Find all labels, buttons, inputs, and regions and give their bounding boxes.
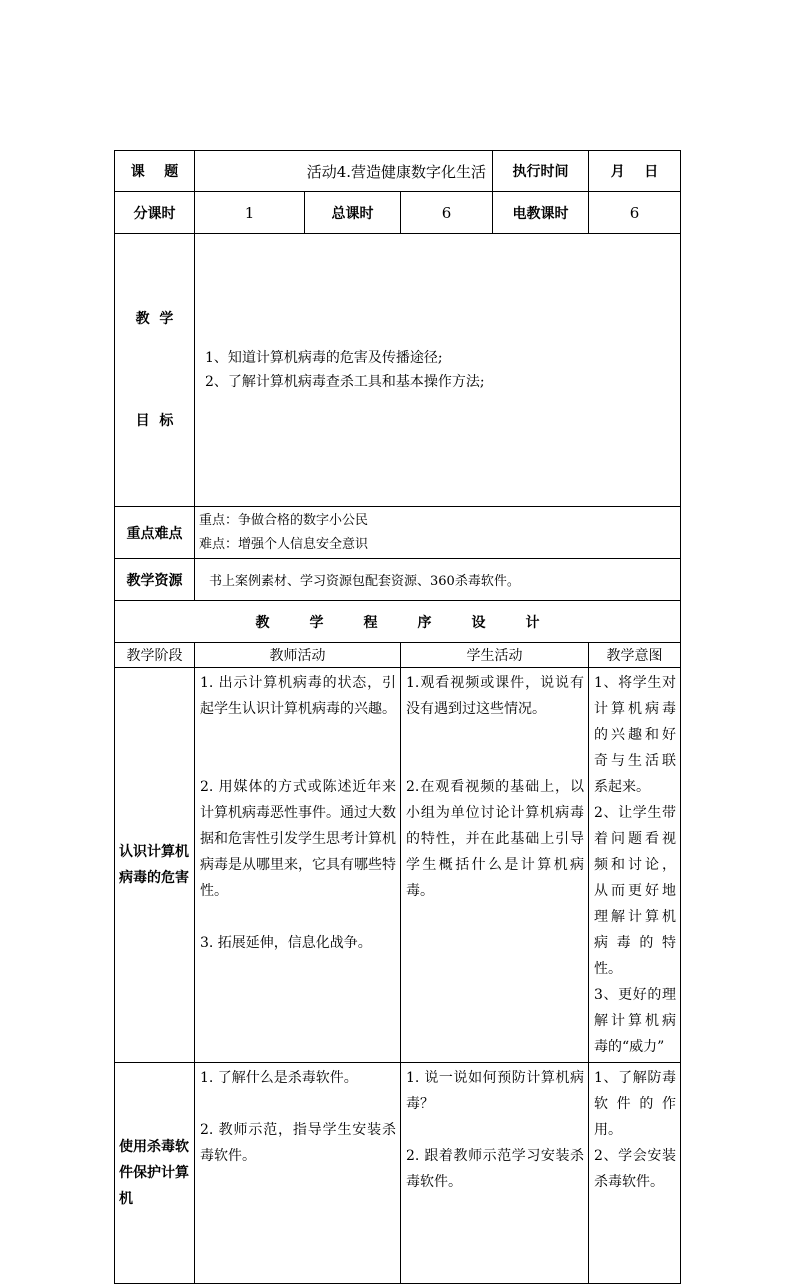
col-header-teacher: 教师活动 [195,643,401,668]
goals-label-line-1: 教 学 [135,311,174,327]
student-step: 1. 说一说如何预防计算机病毒？ [406,1070,585,1112]
design-title-char: 程 [363,614,378,631]
col-header-stage: 教学阶段 [115,643,195,668]
design-title-char: 计 [525,614,540,631]
teacher-step: 1. 出示计算机病毒的状态，引起学生认识计算机病毒的兴趣。 [200,675,396,717]
student-activity-cell [401,668,589,1063]
design-title-char: 设 [471,614,486,631]
lesson-plan-table [114,150,681,1284]
period-value: 1 [195,192,305,234]
key-point-item: 难点：增强个人信息安全意识 [199,536,369,552]
intent-item: 2、让学生带着问题看视频和讨论，从而更好地理解计算机病毒的特性。 [594,805,677,977]
design-title-char: 教 [255,614,270,631]
resources-row [115,559,681,601]
intent-cell [589,668,681,1063]
table-row [115,668,681,1063]
stage-cell: 使用杀毒软件保护计算机 [115,1063,195,1284]
topic-label: 课 题 [115,151,195,192]
teacher-step: 3. 拓展延伸，信息化战争。 [200,935,372,951]
teacher-step: 1. 了解什么是杀毒软件。 [200,1070,358,1086]
column-header-row [115,643,681,668]
student-activity-cell [401,1063,589,1284]
key-points-row [115,507,681,559]
goals-content [195,234,681,507]
design-banner-row [115,601,681,643]
exec-time-label: 执行时间 [493,151,589,192]
intent-item: 2、学会安装杀毒软件。 [594,1148,677,1190]
student-step: 1.观看视频或课件，说说有没有遇到过这些情况。 [406,675,585,717]
topic-value: 活动4.营造健康数字化生活 [195,151,493,192]
stage-cell: 认识计算机病毒的危害 [115,668,195,1063]
key-point-item: 重点：争做合格的数字小公民 [199,512,369,528]
design-title-char: 学 [309,614,324,631]
goal-item: 1、知道计算机病毒的危害及传播途径; [205,350,443,366]
goals-label-line-2: 目 标 [135,413,174,429]
goal-item: 2、了解计算机病毒查杀工具和基本操作方法; [205,374,485,390]
student-step: 2.在观看视频的基础上，以小组为单位讨论计算机病毒的特性，并在此基础上引导学生概括什么是计算机病毒。 [406,779,585,899]
intent-item: 3、更好的理解计算机病毒的“威力” [594,987,677,1055]
key-points-label: 重点难点 [115,507,195,559]
teacher-activity-cell [195,1063,401,1284]
period-row [115,192,681,234]
goals-label [115,234,195,507]
resources-label: 教学资源 [115,559,195,601]
total-label: 总课时 [305,192,401,234]
col-header-student: 学生活动 [401,643,589,668]
intent-item: 1、了解防毒软件的作用。 [594,1070,677,1138]
col-header-intent: 教学意图 [589,643,681,668]
design-title [115,601,681,643]
exec-time-value: 月 日 [589,151,681,192]
etech-label: 电教课时 [493,192,589,234]
key-points-content [195,507,681,559]
intent-cell [589,1063,681,1284]
resources-value: 书上案例素材、学习资源包配套资源、360杀毒软件。 [195,559,681,601]
design-title-char: 序 [417,614,432,631]
student-step: 2. 跟着教师示范学习安装杀毒软件。 [406,1148,585,1190]
table-row [115,1063,681,1284]
period-label: 分课时 [115,192,195,234]
goals-row [115,234,681,507]
teacher-step: 2. 教师示范，指导学生安装杀毒软件。 [200,1122,396,1164]
etech-value: 6 [589,192,681,234]
total-value: 6 [401,192,493,234]
intent-item: 1、将学生对计算机病毒的兴趣和好奇与生活联系起来。 [594,675,677,795]
teacher-activity-cell [195,668,401,1063]
teacher-step: 2. 用媒体的方式或陈述近年来计算机病毒恶性事件。通过大数据和危害性引发学生思考计算机病毒是从哪里来，它具有哪些特性。 [200,779,396,899]
topic-row [115,151,681,192]
